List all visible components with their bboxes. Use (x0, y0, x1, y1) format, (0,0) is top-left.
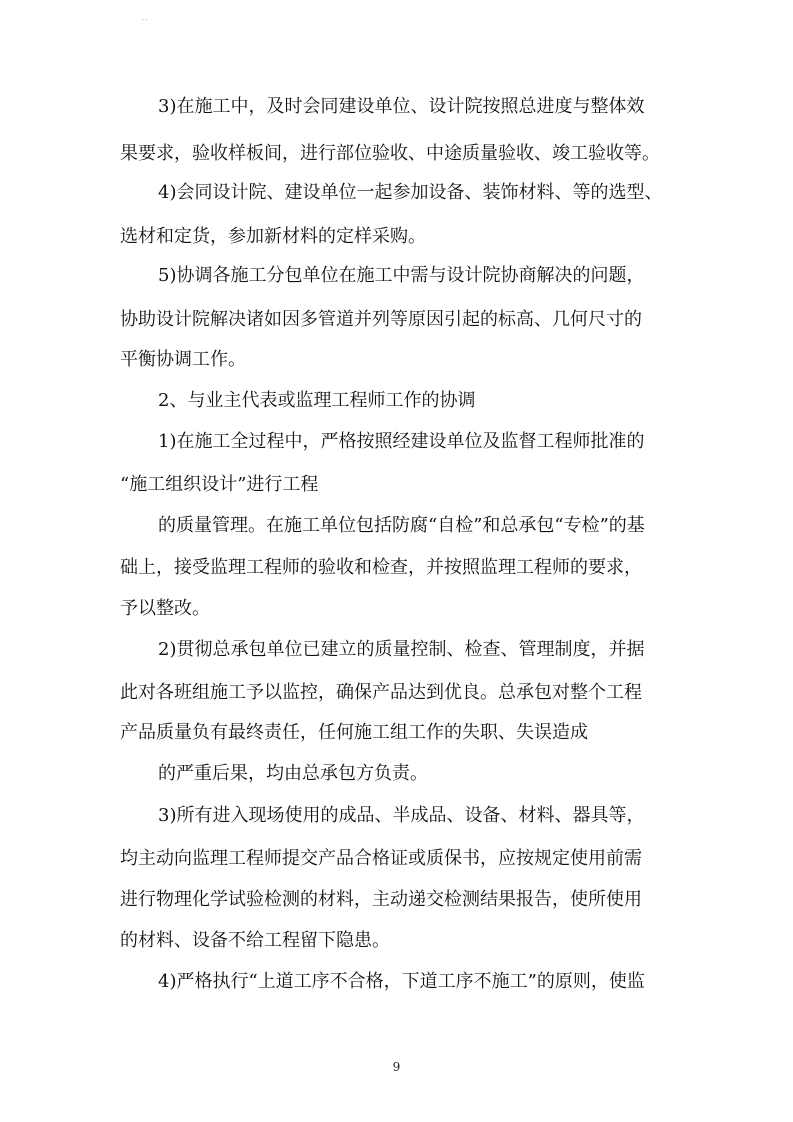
text-line: 予以整改。 (120, 598, 210, 619)
text-line: 果要求，验收样板间，进行部位验收、中途质量验收、竣工验收等。 (120, 143, 660, 164)
text-line: 2)贯彻总承包单位已建立的质量控制、检查、管理制度，并据 (158, 639, 645, 660)
text-line: 1)在施工全过程中，严格按照经建设单位及监督工程师批准的 (158, 431, 645, 452)
text-line: 此对各班组施工予以监控，确保产品达到优良。总承包对整个工程 (120, 682, 642, 703)
text-line: 3)在施工中，及时会同建设单位、设计院按照总进度与整体效 (158, 96, 645, 117)
text-line: 的材料、设备不给工程留下隐患。 (120, 930, 390, 951)
text-line: 5)协调各施工分包单位在施工中需与设计院协商解决的问题， (158, 265, 645, 286)
text-line: 协助设计院解决诸如因多管道并列等原因引起的标高、几何尺寸的 (120, 309, 642, 330)
page-number: 9 (392, 1060, 401, 1074)
corner-mark: .. (142, 14, 149, 22)
text-line: 平衡协调工作。 (120, 349, 246, 370)
text-line: 产品质量负有最终责任，任何施工组工作的失职、失误造成 (120, 722, 588, 743)
section-heading: 2、与业主代表或监理工程师工作的协调 (158, 390, 476, 411)
text-line: 的质量管理。在施工单位包括防腐“自检”和总承包“专检”的基 (158, 515, 645, 536)
text-line: 3)所有进入现场使用的成品、半成品、设备、材料、器具等， (158, 805, 645, 826)
text-line: 础上，接受监理工程师的验收和检查，并按照监理工程师的要求， (120, 557, 642, 578)
text-line: 进行物理化学试验检测的材料，主动递交检测结果报告，使所使用 (120, 889, 642, 910)
text-line: 均主动向监理工程师提交产品合格证或质保书，应按规定使用前需 (120, 848, 642, 869)
text-line: “施工组织设计”进行工程 (120, 474, 319, 495)
text-line: 4)严格执行“上道工序不合格，下道工序不施工”的原则，使监 (158, 971, 645, 992)
text-line: 的严重后果，均由总承包方负责。 (158, 763, 428, 784)
text-line: 选材和定货，参加新材料的定样采购。 (120, 226, 426, 247)
text-line: 4)会同设计院、建设单位一起参加设备、装饰材料、等的选型、 (158, 182, 663, 203)
